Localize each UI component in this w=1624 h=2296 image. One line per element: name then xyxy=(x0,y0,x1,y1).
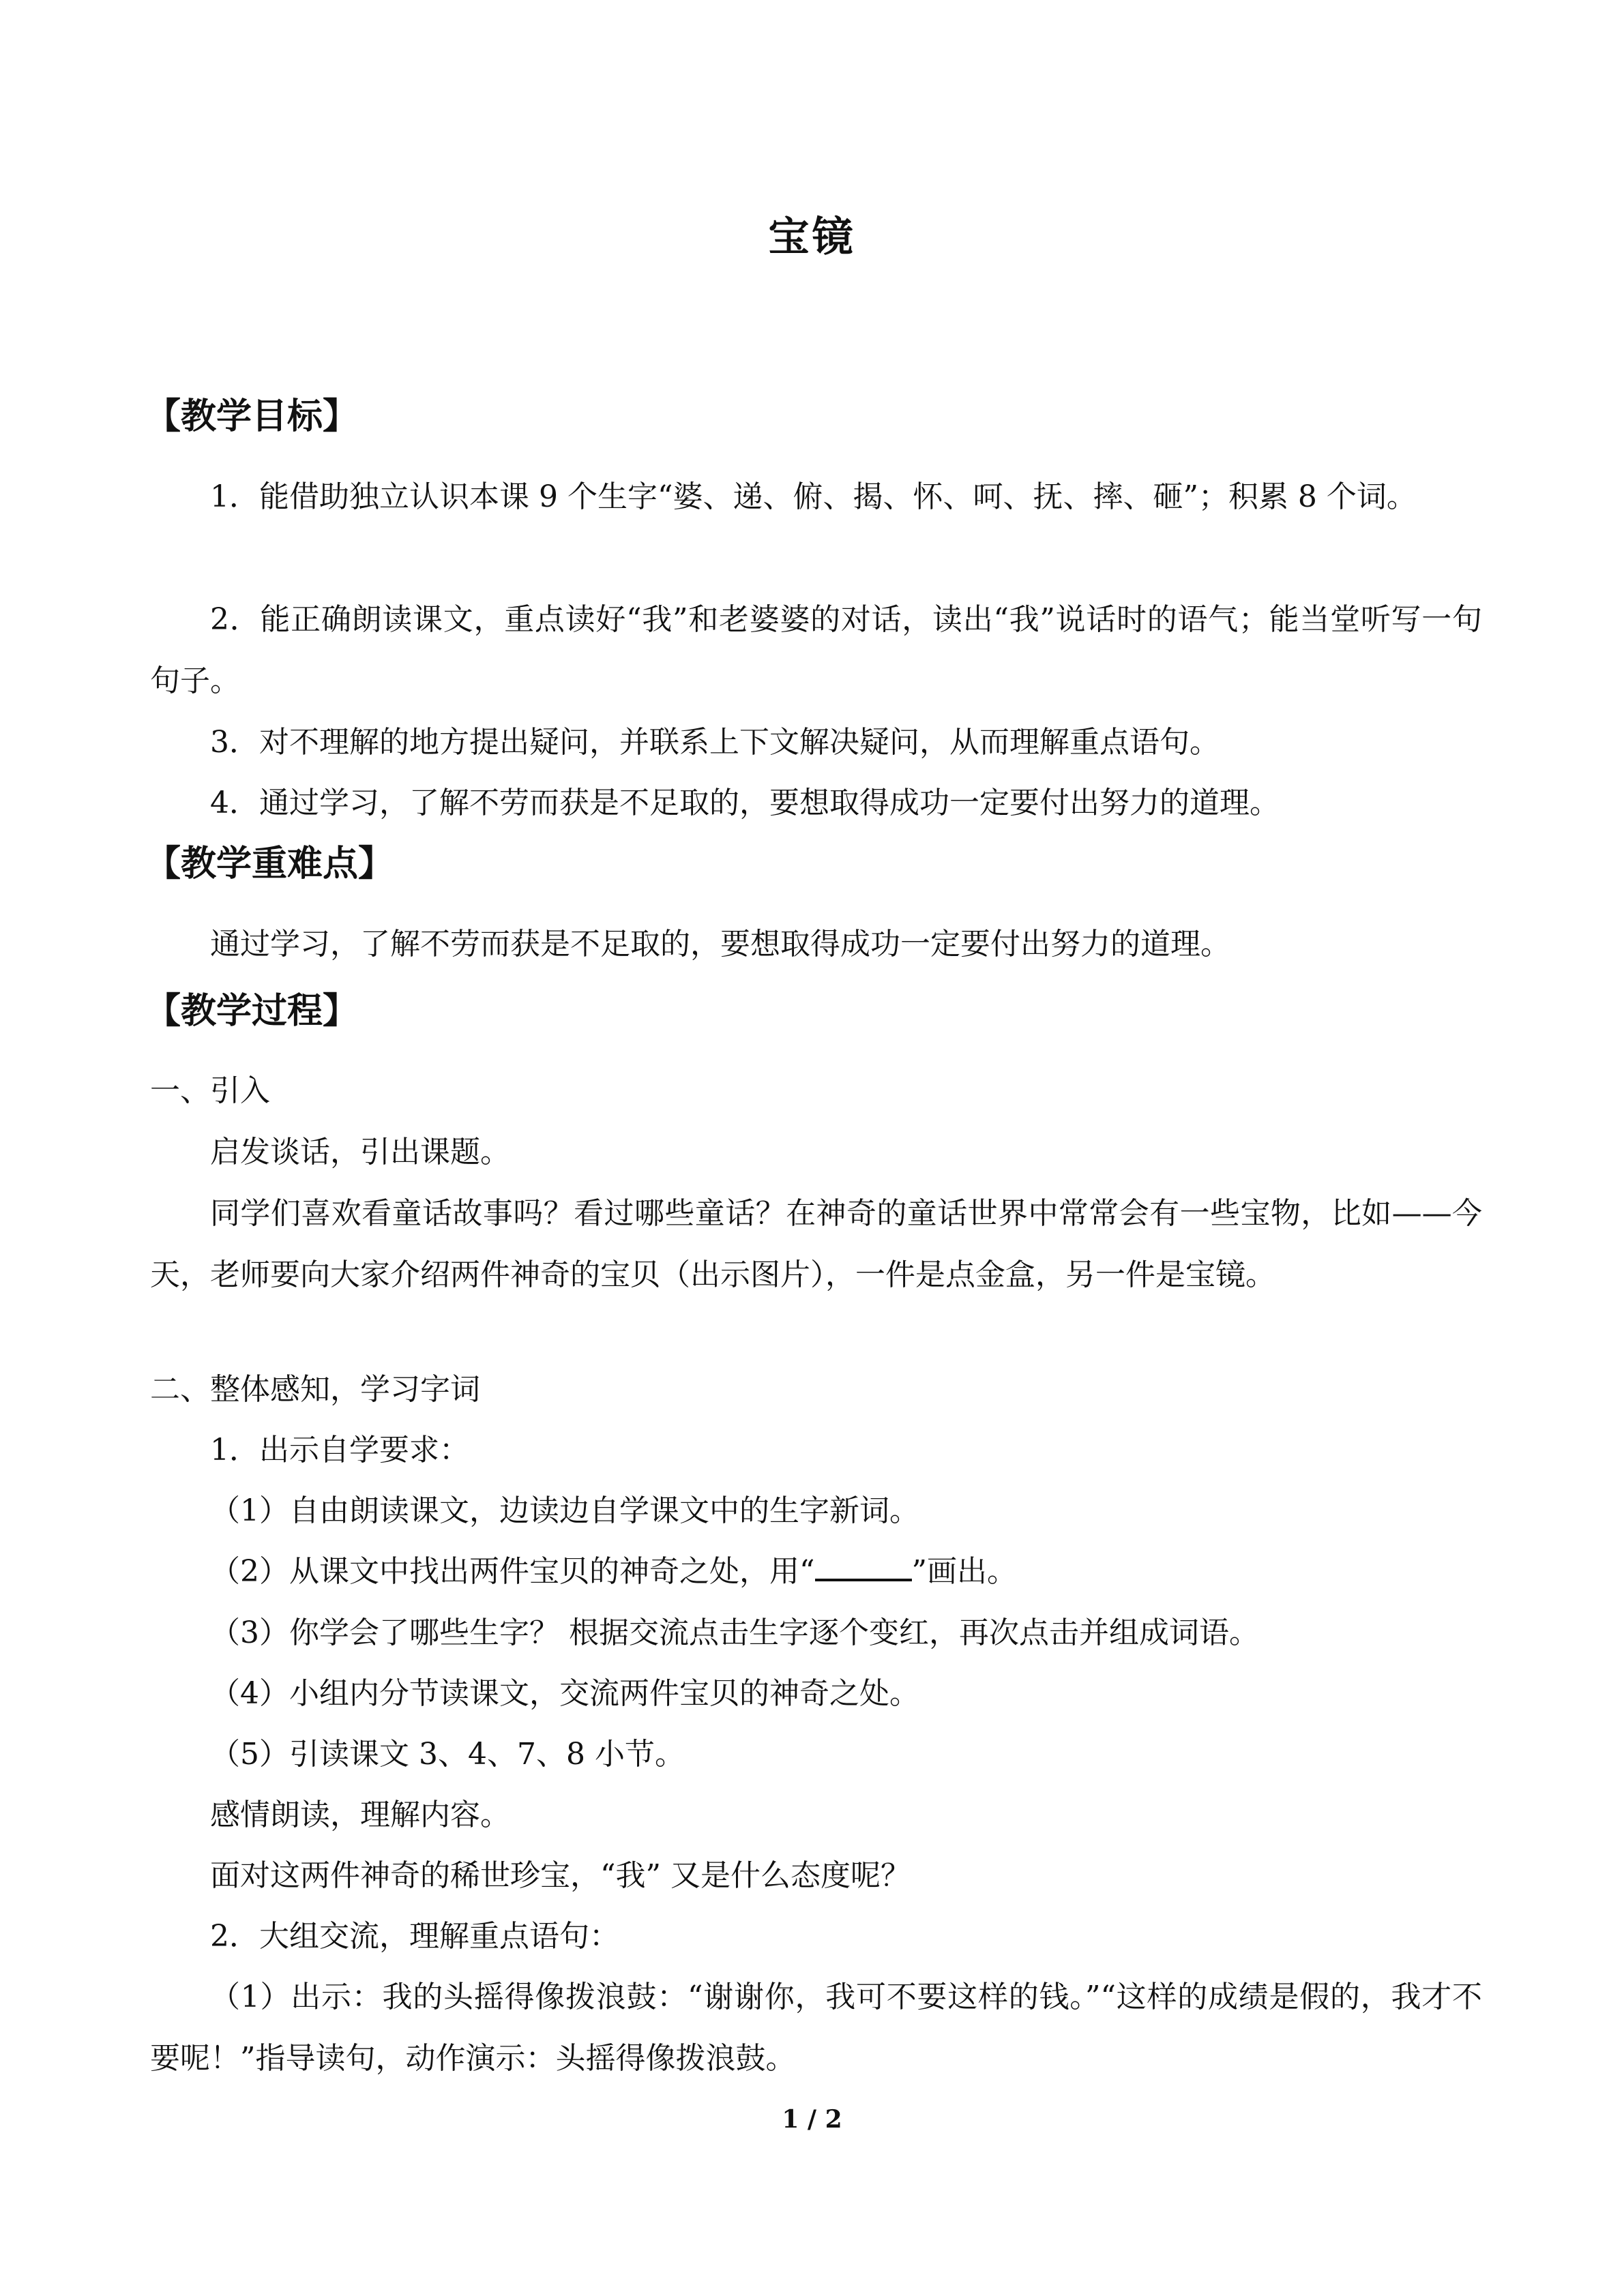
page-indicator: 1 / 2 xyxy=(782,2105,842,2134)
process-req4: （4）小组内分节读课文，交流两件宝贝的神奇之处。 xyxy=(210,1676,919,1711)
process-req2 xyxy=(210,1551,1017,1592)
process-req5: （5）引读课文 3、4、7、8 小节。 xyxy=(210,1737,685,1772)
objective-item-4: 4．通过学习，了解不劳而获是不足取的，要想取得成功一定要付出努力的道理。 xyxy=(210,786,1280,820)
process-emotion: 感情朗读，理解内容。 xyxy=(210,1798,510,1832)
section-heading-objectives: 【教学目标】 xyxy=(145,396,359,437)
document-title: 宝镜 xyxy=(768,213,856,261)
process-step2: 2．大组交流，理解重点语句： xyxy=(210,1919,619,1954)
underline-blank xyxy=(815,1558,912,1581)
process-req2-after: ”画出。 xyxy=(911,1554,1017,1589)
process-req3: （3）你学会了哪些生字？ 根据交流点击生字逐个变红，再次点击并组成词语。 xyxy=(210,1615,1259,1650)
process-step1: 1．出示自学要求： xyxy=(210,1433,469,1467)
objective-item-2: 2．能正确朗读课文，重点读好“我”和老婆婆的对话，读出“我”说话时的语气；能当堂听写一句句子。 xyxy=(150,602,1482,698)
process-part1-text: 同学们喜欢看童话故事吗？看过哪些童话？在神奇的童话世界中常常会有一些宝物，比如——今天，老师要向大家介绍两件神奇的宝贝（出示图片），一件是点金盒，另一件是宝镜。 xyxy=(150,1196,1482,1292)
process-req1: （1）自由朗读课文，边读边自学课文中的生字新词。 xyxy=(210,1493,919,1528)
objective-item-1: 1．能借助独立认识本课 9 个生字“婆、递、俯、揭、怀、呵、抚、摔、砸”；积累 8 个词。 xyxy=(210,479,1417,514)
process-question: 面对这两件神奇的稀世珍宝，“我” 又是什么态度呢？ xyxy=(210,1858,911,1893)
objective-item-3: 3．对不理解的地方提出疑问，并联系上下文解决疑问，从而理解重点语句。 xyxy=(210,725,1220,760)
section-heading-process: 【教学过程】 xyxy=(145,990,359,1032)
key-points-text: 通过学习，了解不劳而获是不足取的，要想取得成功一定要付出努力的道理。 xyxy=(210,927,1230,961)
process-part1-title: 一、引入 xyxy=(150,1073,270,1108)
process-part1-lead: 启发谈话，引出课题。 xyxy=(210,1135,510,1169)
process-show1: （1）出示：我的头摇得像拨浪鼓：“谢谢你，我可不要这样的钱。”“这样的成绩是假的，我才不要呢！”指导读句，动作演示：头摇得像拨浪鼓。 xyxy=(150,1980,1482,2076)
process-part2-title: 二、整体感知，学习字词 xyxy=(150,1372,480,1407)
section-heading-key-points: 【教学重难点】 xyxy=(145,843,394,884)
process-req2-before: （2）从课文中找出两件宝贝的神奇之处，用“ xyxy=(210,1554,815,1589)
